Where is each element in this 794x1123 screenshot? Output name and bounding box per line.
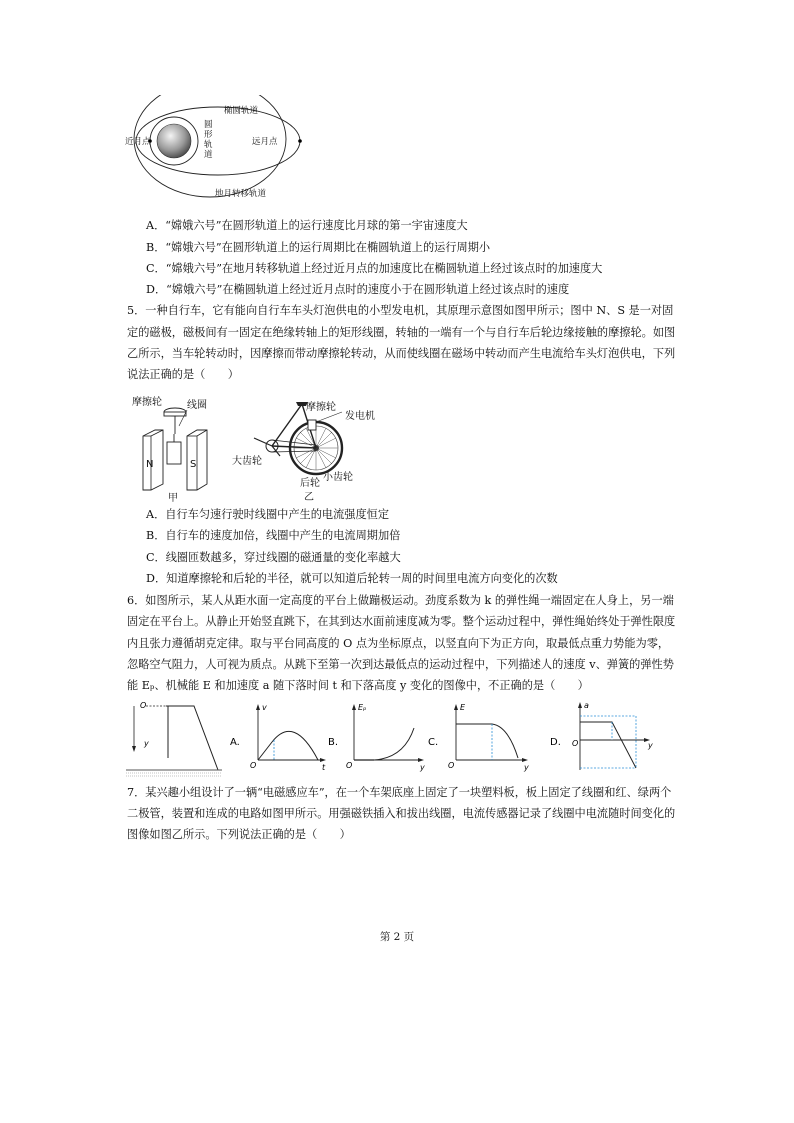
label-yi: 乙: [304, 492, 314, 503]
q4-option-c: C．“嫦娥六号”在地月转移轨道上经过近月点的加速度比在椭圆轨道上经过该点时的加速度大: [146, 262, 603, 275]
svg-text:y: y: [648, 741, 653, 750]
generator-figure: [135, 396, 225, 496]
q6-stem-line-4: 忽略空气阻力，人可视为质点。从跳下至第一次到达最低点的运动过程中，下列描述人的速度 v、弹簧的弹性势: [127, 658, 674, 671]
graph-c-label: C.: [428, 737, 439, 748]
q7-stem-line-3: 图像如图乙所示。下列说法正确的是（ ）: [127, 828, 351, 841]
svg-text:v: v: [262, 703, 267, 712]
svg-text:O: O: [572, 739, 579, 748]
q5-option-d: D．知道摩擦轮和后轮的半径，就可以知道后轮转一周的时间里电流方向变化的次数: [146, 572, 558, 585]
svg-text:a: a: [584, 701, 589, 710]
label-s: S: [190, 459, 197, 470]
label-friction-wheel-2: 摩擦轮: [306, 402, 336, 413]
graph-d: [550, 701, 653, 770]
graph-a: [230, 703, 326, 772]
far-point: [298, 139, 302, 143]
q5-option-c: C．线圈匝数越多，穿过线圈的磁通量的变化率越大: [146, 551, 401, 564]
coil-icon: [167, 442, 181, 464]
label-friction-wheel: 摩擦轮: [132, 397, 162, 408]
q6-stem-line-5: 能 Eₚ、机械能 E 和加速度 a 随下落时间 t 和下落高度 y 变化的图像中，不正确的是（ ）: [127, 679, 589, 692]
q5-stem-line-2: 定的磁极，磁极间有一固定在绝缘转轴上的矩形线圈，转轴的一端有一个与自行车后轮边缘接触的摩擦轮。如图: [127, 326, 676, 339]
q7-stem-line-2: 二极管，装置和连成的电路如图甲所示。用强磁铁插入和拔出线圈，电流传感器记录了线圈中电流随时间变化的: [127, 807, 676, 820]
label-far-point: 远月点: [252, 137, 278, 147]
page-number: 第 2 页: [379, 931, 415, 943]
q5-stem-line-1: 5．一种自行车，它有能向自行车车头灯泡供电的小型发电机，其原理示意图如图甲所示；图中 N、S 是一对固: [127, 304, 674, 317]
q4-option-a: A．“嫦娥六号”在圆形轨道上的运行速度比月球的第一宇宙速度大: [146, 219, 468, 232]
label-coil: 线圈: [187, 400, 207, 411]
svg-text:y: y: [420, 763, 425, 772]
moon-icon: [157, 124, 191, 158]
svg-text:t: t: [322, 763, 326, 772]
svg-text:O: O: [250, 761, 257, 770]
svg-text:Eₚ: Eₚ: [358, 703, 367, 712]
bungee-scene: [126, 701, 222, 776]
label-big-gear: 大齿轮: [232, 456, 262, 467]
q5-stem-line-4: 说法正确的是（ ）: [127, 368, 239, 381]
generator-icon: [308, 420, 316, 430]
q4-option-b: B．“嫦娥六号”在圆形轨道上的运行周期比在椭圆轨道上的运行周期小: [146, 241, 491, 254]
graph-a-label: A.: [230, 737, 240, 748]
svg-text:O: O: [448, 761, 455, 770]
q6-stem-line-3: 内且张力遵循胡克定律。取与平台同高度的 O 点为坐标原点，以竖直向下为正方向，取最低点重力势能为零，: [127, 637, 670, 650]
svg-text:E: E: [460, 703, 466, 712]
graph-d-label: D.: [550, 737, 561, 748]
graph-b-label: B.: [328, 737, 339, 748]
q4-option-d: D．“嫦娥六号”在椭圆轨道上经过近月点时的速度小于在圆形轨道上经过该点时的速度: [146, 283, 570, 296]
q6-stem-line-1: 6．如图所示，某人从距水面一定高度的平台上做蹦极运动。劲度系数为 k 的弹性绳一端固定在人身上，另一端: [127, 594, 674, 607]
label-ellipse-orbit: 椭圆轨道: [224, 106, 259, 116]
q6-stem-line-2: 固定在平台上。从静止开始竖直跳下，在其到达水面前速度减为零。整个运动过程中，弹性绳始终处于弹性限度: [127, 615, 676, 628]
q7-stem-line-1: 7．某兴趣小组设计了一辆“电磁感应车”，在一个车架底座上固定了一块塑料板，板上固定了线圈和红、绿两个: [127, 786, 672, 799]
label-small-gear: 小齿轮: [323, 472, 353, 483]
label-circle-orbit: 圆形轨道: [204, 120, 213, 160]
scene-origin-label: O: [140, 701, 147, 710]
graph-b: [328, 703, 425, 772]
label-near-point: 近月点: [125, 137, 151, 147]
graph-c: [428, 703, 529, 772]
label-generator: 发电机: [345, 411, 375, 422]
svg-text:O: O: [346, 761, 353, 770]
q5-stem-line-3: 乙所示，当车轮转动时，因摩擦而带动摩擦轮转动，从而使线圈在磁场中转动而产生电流给车头灯泡供电，下列: [127, 347, 676, 360]
q5-option-a: A．自行车匀速行驶时线圈中产生的电流强度恒定: [146, 508, 390, 521]
q6-graphs: [122, 698, 674, 778]
q5-option-b: B．自行车的速度加倍，线圈中产生的电流周期加倍: [146, 529, 401, 542]
svg-text:y: y: [524, 763, 529, 772]
label-n: N: [146, 459, 154, 470]
label-rear-wheel: 后轮: [300, 478, 320, 489]
label-transfer-orbit: 地月转移轨道: [215, 189, 267, 199]
scene-y-label: y: [144, 739, 149, 748]
label-jia: 甲: [168, 493, 178, 504]
